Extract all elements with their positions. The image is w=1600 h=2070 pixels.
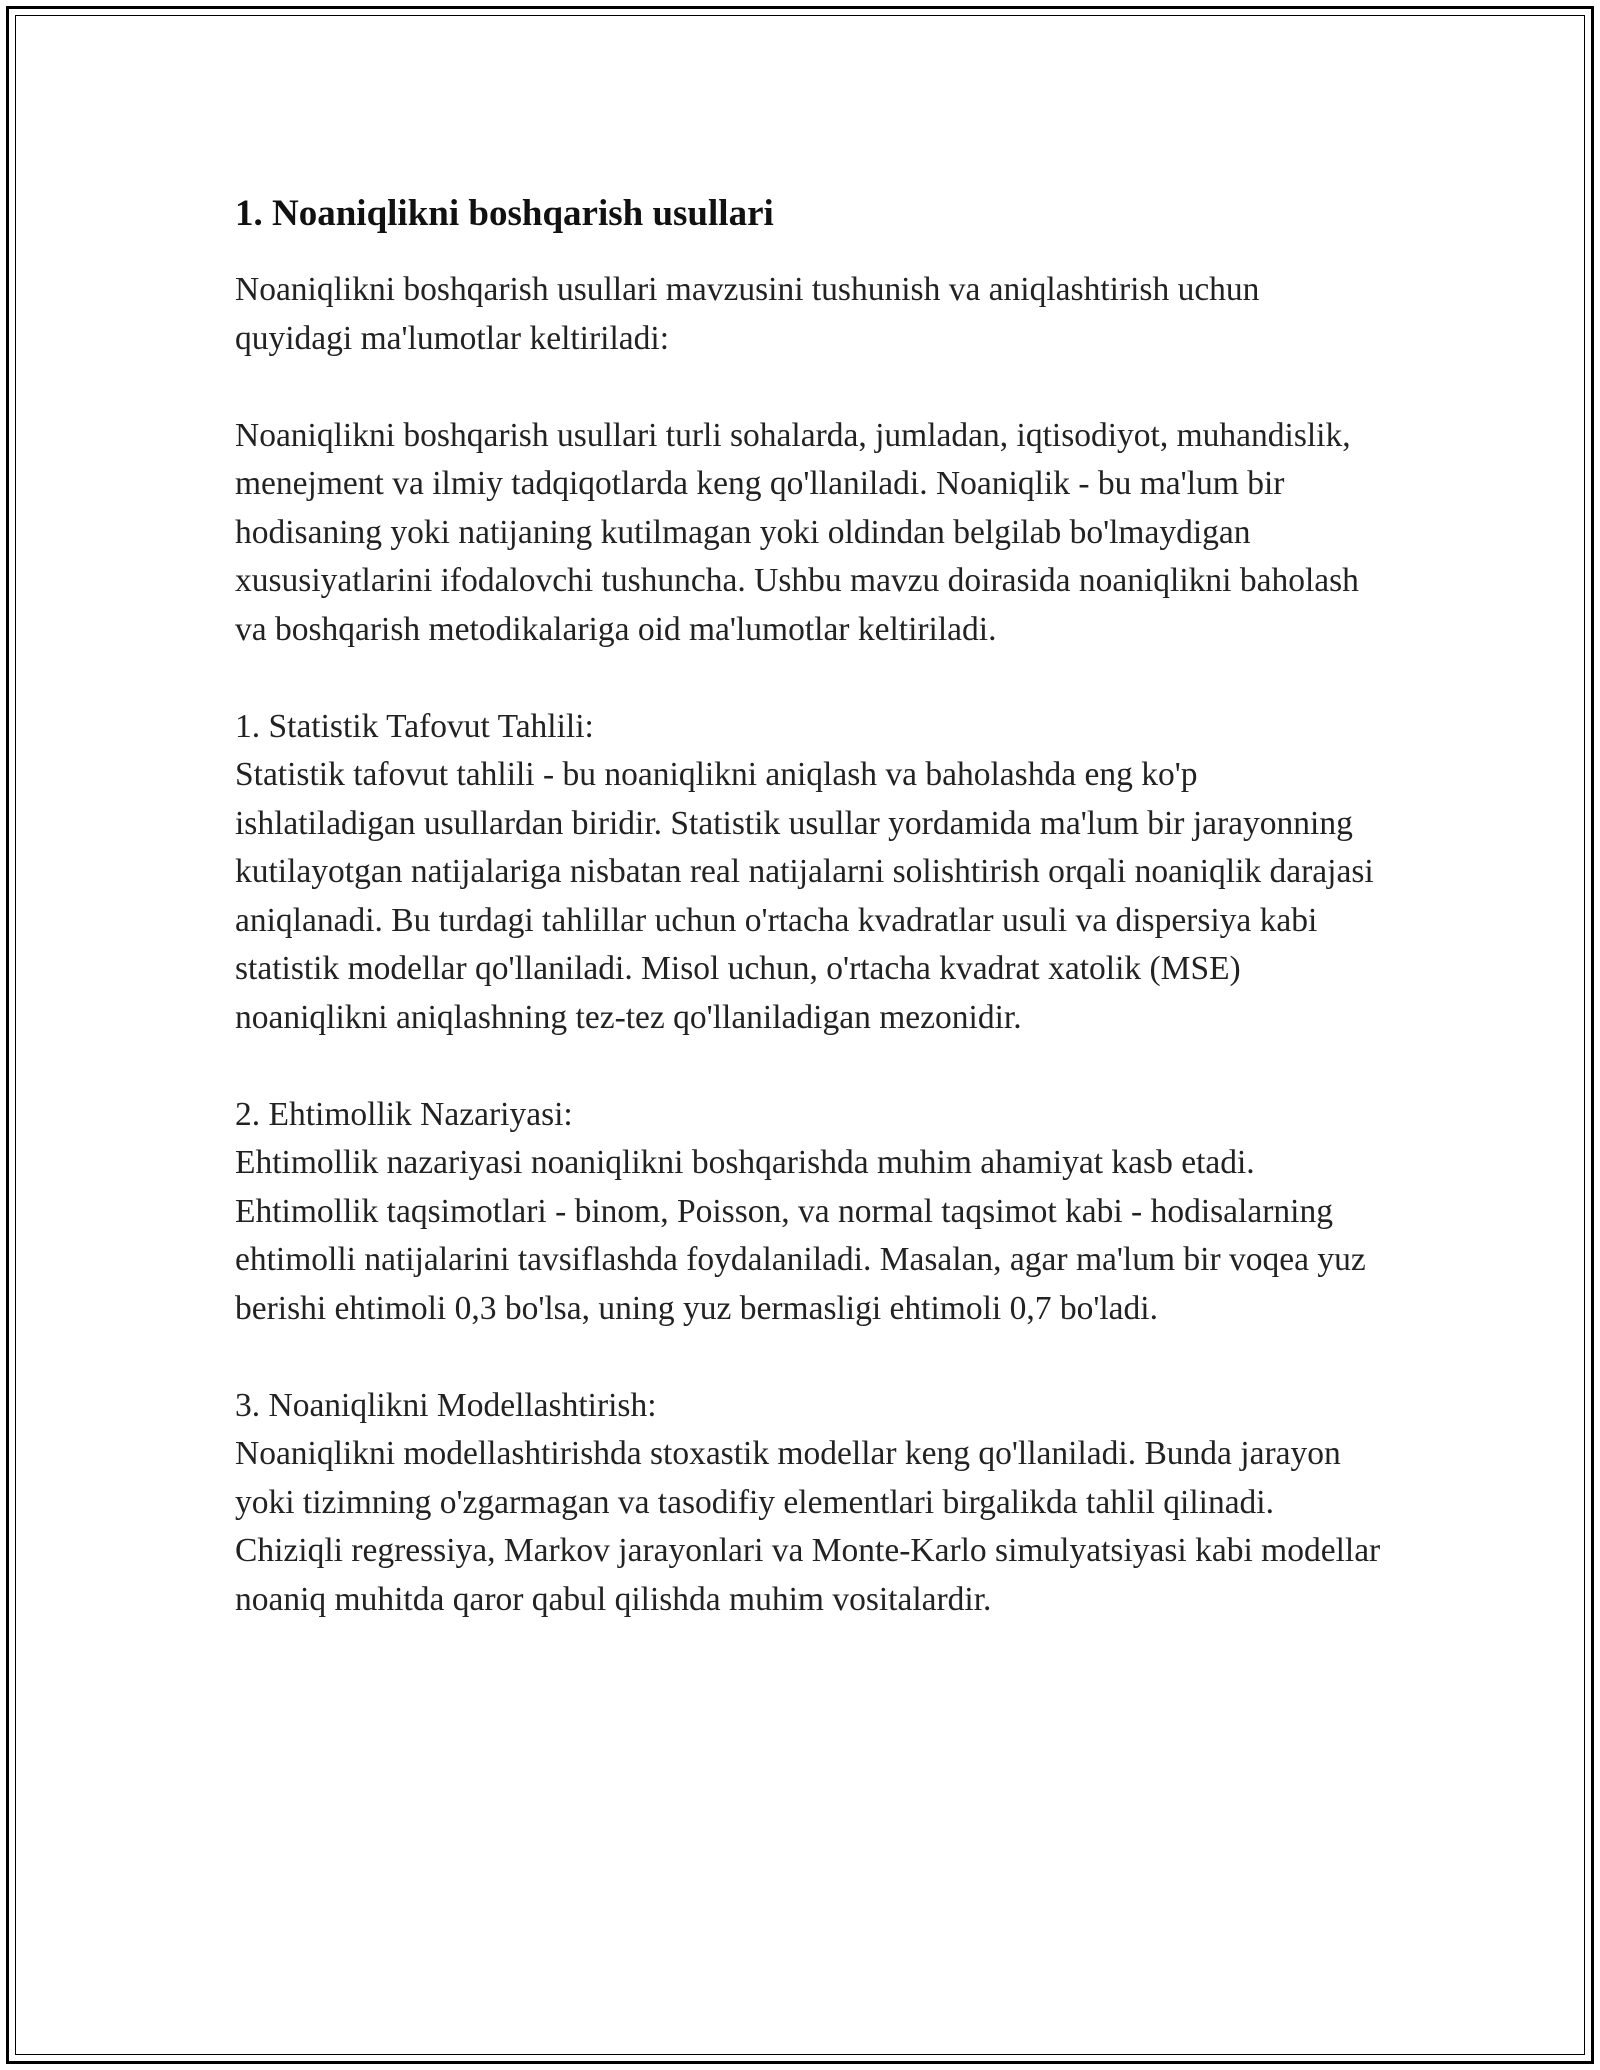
section-noaniqlikni-modellashtirish	[235, 1382, 1385, 1625]
section-heading: 2. Ehtimollik Nazariyasi:	[235, 1095, 573, 1133]
section-heading: 3. Noaniqlikni Modellashtirish:	[235, 1386, 657, 1424]
section-ehtimollik-nazariyasi	[235, 1091, 1385, 1334]
document-body	[235, 188, 1385, 1673]
overview-paragraph: Noaniqlikni boshqarish usullari turli sohalarda, jumladan, iqtisodiyot, muhandislik, menejment va ilmiy tadqiqotlarda keng qo'llaniladi. Noaniqlik - bu ma'lum bir hodisaning yoki natijaning kutilmagan yoki oldindan belgilab bo'lmaydigan xususiyatlarini ifodalovchi tushuncha. Ushbu mavzu doirasida noaniqlikni baholash va boshqarish metodikalariga oid ma'lumotlar keltiriladi.	[235, 416, 1359, 648]
section-body: Ehtimollik nazariyasi noaniqlikni boshqarishda muhim ahamiyat kasb etadi. Ehtimollik taqsimotlari - binom, Poisson, va normal taqsimot kabi - hodisalarning ehtimolli natijalarini tavsiflashda foydalaniladi. Masalan, agar ma'lum bir voqea yuz berishi ehtimoli 0,3 bo'lsa, uning yuz bermasligi ehtimoli 0,7 bo'ladi.	[235, 1144, 1366, 1327]
section-statistik-tafovut	[235, 703, 1385, 1043]
section-body: Statistik tafovut tahlili - bu noaniqlikni aniqlash va baholashda eng ko'p ishlatiladigan usullardan biridir. Statistik usullar yordamida ma'lum bir jarayonning kutilayotgan natijalariga nisbatan real natijalarni solishtirish orqali noaniqlik darajasi aniqlanadi. Bu turdagi tahlillar uchun o'rtacha kvadratlar usuli va dispersiya kabi statistik modellar qo'llaniladi. Misol uchun, o'rtacha kvadrat xatolik (MSE) noaniqlikni aniqlashning tez-tez qo'llaniladigan mezonidir.	[235, 756, 1374, 1036]
section-body: Noaniqlikni modellashtirishda stoxastik modellar keng qo'llaniladi. Bunda jarayon yoki tizimning o'zgarmagan va tasodifiy elementlari birgalikda tahlil qilinadi. Chiziqli regressiya, Markov jarayonlari va Monte-Karlo simulyatsiyasi kabi modellar noaniq muhitda qaror qabul qilishda muhim vositalardir.	[235, 1435, 1381, 1618]
document-title: 1. Noaniqlikni boshqarish usullari	[235, 193, 774, 234]
intro-paragraph: Noaniqlikni boshqarish usullari mavzusini tushunish va aniqlashtirish uchun quyidagi ma'lumotlar keltiriladi:	[235, 271, 1260, 357]
section-heading: 1. Statistik Tafovut Tahlili:	[235, 707, 594, 745]
